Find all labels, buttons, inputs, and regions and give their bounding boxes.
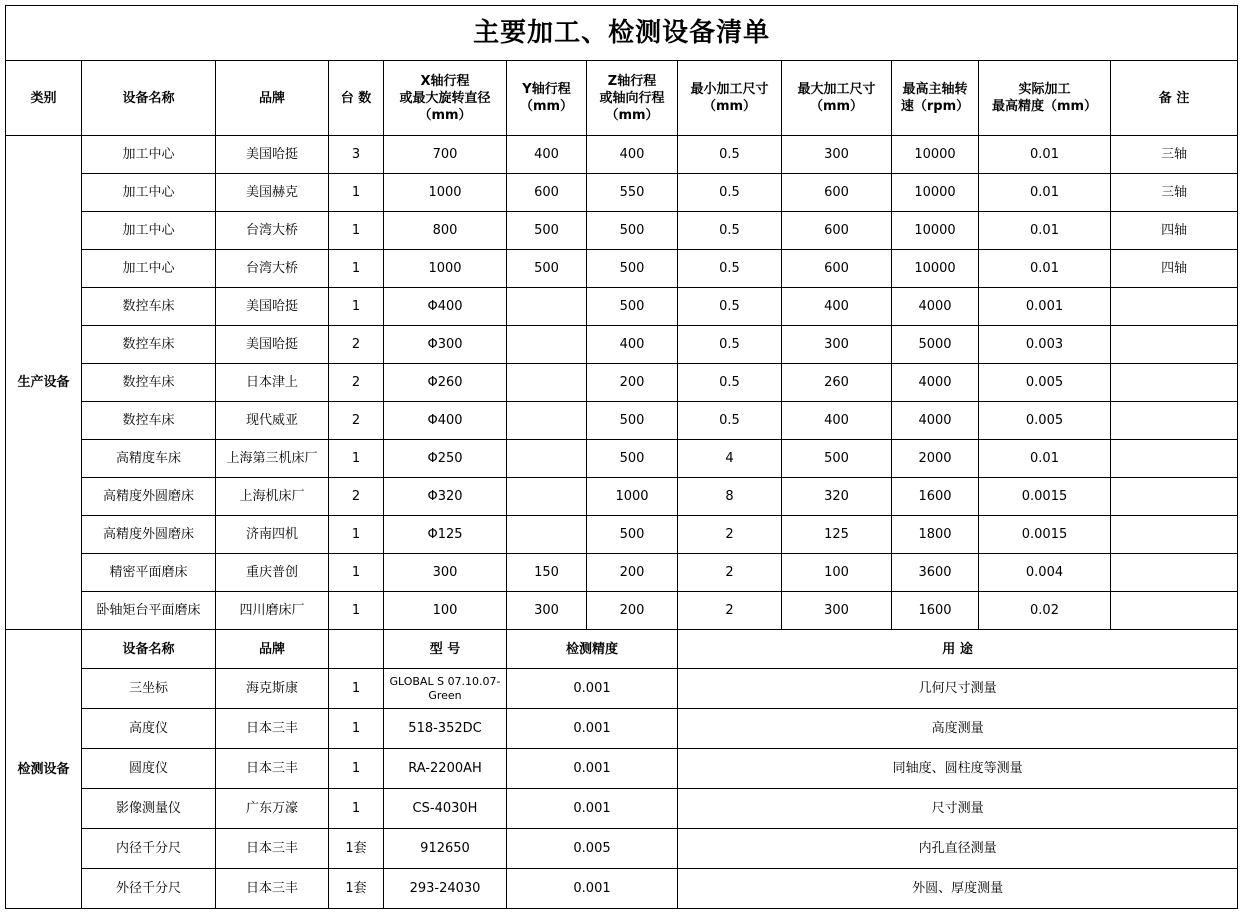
equipment-name: 三坐标 xyxy=(82,669,216,709)
quantity: 3 xyxy=(329,136,384,174)
note: 四轴 xyxy=(1111,212,1238,250)
header-max-line2: （mm） xyxy=(809,99,864,114)
equipment-name: 数控车床 xyxy=(82,288,216,326)
note xyxy=(1111,402,1238,440)
model-number: 518-352DC xyxy=(384,709,507,749)
header-max-line1: 最大加工尺寸 xyxy=(797,82,876,97)
precision: 0.001 xyxy=(979,288,1111,326)
header-qty: 台 数 xyxy=(329,61,384,136)
header-speed-line2: 速（rpm） xyxy=(900,99,970,114)
equipment-name: 数控车床 xyxy=(82,326,216,364)
inspection-accuracy: 0.001 xyxy=(507,869,678,909)
header-row xyxy=(6,61,1238,136)
x-travel: 1000 xyxy=(384,250,507,288)
note xyxy=(1111,288,1238,326)
min-size: 4 xyxy=(678,440,782,478)
brand: 台湾大桥 xyxy=(216,250,329,288)
note xyxy=(1111,478,1238,516)
quantity: 1 xyxy=(329,212,384,250)
brand: 美国哈挺 xyxy=(216,326,329,364)
x-travel: Φ400 xyxy=(384,288,507,326)
header-x-line2: 或最大旋转直径 xyxy=(399,90,491,106)
y-travel xyxy=(507,326,587,364)
max-size: 600 xyxy=(782,212,892,250)
equipment-name: 加工中心 xyxy=(82,250,216,288)
z-travel: 500 xyxy=(587,516,678,554)
header-spindle-speed xyxy=(892,61,979,136)
z-travel: 500 xyxy=(587,440,678,478)
precision: 0.01 xyxy=(979,174,1111,212)
equipment-name: 高精度外圆磨床 xyxy=(82,478,216,516)
model-number: CS-4030H xyxy=(384,789,507,829)
header-z-travel xyxy=(587,61,678,136)
equipment-name: 加工中心 xyxy=(82,174,216,212)
x-travel: Φ400 xyxy=(384,402,507,440)
usage: 几何尺寸测量 xyxy=(678,669,1238,709)
x-travel: Φ250 xyxy=(384,440,507,478)
production-row xyxy=(6,592,1238,630)
production-row xyxy=(6,478,1238,516)
equipment-name: 数控车床 xyxy=(82,402,216,440)
equipment-sheet xyxy=(5,5,1237,909)
max-size: 260 xyxy=(782,364,892,402)
quantity: 1 xyxy=(329,592,384,630)
brand: 日本三丰 xyxy=(216,749,329,789)
spindle-speed: 10000 xyxy=(892,212,979,250)
brand: 重庆普创 xyxy=(216,554,329,592)
max-size: 300 xyxy=(782,592,892,630)
inspection-row xyxy=(6,789,1238,829)
z-travel: 500 xyxy=(587,212,678,250)
quantity: 1 xyxy=(329,709,384,749)
production-row xyxy=(6,288,1238,326)
min-size: 2 xyxy=(678,516,782,554)
y-travel: 150 xyxy=(507,554,587,592)
header-name: 设备名称 xyxy=(82,61,216,136)
max-size: 100 xyxy=(782,554,892,592)
max-size: 600 xyxy=(782,174,892,212)
x-travel: 700 xyxy=(384,136,507,174)
header-y-line2: （mm） xyxy=(519,99,574,114)
max-size: 320 xyxy=(782,478,892,516)
precision: 0.005 xyxy=(979,364,1111,402)
min-size: 0.5 xyxy=(678,326,782,364)
precision: 0.01 xyxy=(979,440,1111,478)
equipment-name: 高精度外圆磨床 xyxy=(82,516,216,554)
spindle-speed: 4000 xyxy=(892,288,979,326)
note: 三轴 xyxy=(1111,136,1238,174)
category-production: 生产设备 xyxy=(6,136,82,630)
note xyxy=(1111,326,1238,364)
quantity: 1 xyxy=(329,250,384,288)
note xyxy=(1111,516,1238,554)
quantity: 1 xyxy=(329,749,384,789)
min-size: 0.5 xyxy=(678,136,782,174)
note: 四轴 xyxy=(1111,250,1238,288)
category-inspection: 检测设备 xyxy=(6,630,82,909)
max-size: 300 xyxy=(782,326,892,364)
inspection-accuracy: 0.001 xyxy=(507,789,678,829)
min-size: 2 xyxy=(678,554,782,592)
header-precision-line2: 最高精度（mm） xyxy=(991,99,1098,114)
note: 三轴 xyxy=(1111,174,1238,212)
quantity: 1套 xyxy=(329,869,384,909)
equipment-name: 数控车床 xyxy=(82,364,216,402)
equipment-name: 外径千分尺 xyxy=(82,869,216,909)
quantity: 1 xyxy=(329,554,384,592)
header-x-line1: X轴行程 xyxy=(420,73,470,89)
precision: 0.0015 xyxy=(979,516,1111,554)
spindle-speed: 1800 xyxy=(892,516,979,554)
quantity: 2 xyxy=(329,402,384,440)
min-size: 0.5 xyxy=(678,250,782,288)
equipment-name: 精密平面磨床 xyxy=(82,554,216,592)
y-travel xyxy=(507,440,587,478)
y-travel xyxy=(507,402,587,440)
header-z-line3: （mm） xyxy=(605,107,659,123)
header-z-line1: Z轴行程 xyxy=(607,73,657,89)
min-size: 0.5 xyxy=(678,174,782,212)
y-travel: 300 xyxy=(507,592,587,630)
brand: 美国赫克 xyxy=(216,174,329,212)
brand: 日本三丰 xyxy=(216,709,329,749)
header-y-line1: Y轴行程 xyxy=(522,82,571,97)
equipment-name: 内径千分尺 xyxy=(82,829,216,869)
min-size: 8 xyxy=(678,478,782,516)
max-size: 600 xyxy=(782,250,892,288)
usage: 同轴度、圆柱度等测量 xyxy=(678,749,1238,789)
spindle-speed: 2000 xyxy=(892,440,979,478)
page-title: 主要加工、检测设备清单 xyxy=(6,6,1238,61)
production-row xyxy=(6,440,1238,478)
x-travel: 300 xyxy=(384,554,507,592)
x-travel: Φ320 xyxy=(384,478,507,516)
equipment-name: 高度仪 xyxy=(82,709,216,749)
header-x-line3: （mm） xyxy=(418,107,472,123)
inspection-row xyxy=(6,869,1238,909)
quantity: 1 xyxy=(329,669,384,709)
inspection-header-name: 设备名称 xyxy=(82,630,216,669)
brand: 海克斯康 xyxy=(216,669,329,709)
inspection-row xyxy=(6,669,1238,709)
production-row xyxy=(6,136,1238,174)
z-travel: 1000 xyxy=(587,478,678,516)
y-travel: 500 xyxy=(507,212,587,250)
brand: 上海第三机床厂 xyxy=(216,440,329,478)
brand: 日本三丰 xyxy=(216,829,329,869)
z-travel: 500 xyxy=(587,402,678,440)
x-travel: Φ125 xyxy=(384,516,507,554)
precision: 0.02 xyxy=(979,592,1111,630)
quantity: 1 xyxy=(329,516,384,554)
min-size: 0.5 xyxy=(678,288,782,326)
inspection-header-row xyxy=(6,630,1238,669)
header-min-size xyxy=(678,61,782,136)
usage: 高度测量 xyxy=(678,709,1238,749)
max-size: 125 xyxy=(782,516,892,554)
usage: 内孔直径测量 xyxy=(678,829,1238,869)
header-precision xyxy=(979,61,1111,136)
precision: 0.01 xyxy=(979,250,1111,288)
inspection-header-brand: 品牌 xyxy=(216,630,329,669)
header-max-size xyxy=(782,61,892,136)
inspection-accuracy: 0.001 xyxy=(507,749,678,789)
note xyxy=(1111,440,1238,478)
quantity: 2 xyxy=(329,364,384,402)
equipment-name: 影像测量仪 xyxy=(82,789,216,829)
model-number: 912650 xyxy=(384,829,507,869)
max-size: 400 xyxy=(782,402,892,440)
z-travel: 500 xyxy=(587,250,678,288)
equipment-name: 高精度车床 xyxy=(82,440,216,478)
production-row xyxy=(6,326,1238,364)
production-row xyxy=(6,554,1238,592)
spindle-speed: 4000 xyxy=(892,402,979,440)
header-min-line2: （mm） xyxy=(702,99,757,114)
note xyxy=(1111,554,1238,592)
y-travel: 600 xyxy=(507,174,587,212)
inspection-header-accuracy: 检测精度 xyxy=(507,630,678,669)
inspection-row xyxy=(6,829,1238,869)
header-note: 备 注 xyxy=(1111,61,1238,136)
model-number: RA-2200AH xyxy=(384,749,507,789)
header-x-travel xyxy=(384,61,507,136)
quantity: 1 xyxy=(329,789,384,829)
equipment-name: 卧轴矩台平面磨床 xyxy=(82,592,216,630)
spindle-speed: 5000 xyxy=(892,326,979,364)
usage: 外圆、厚度测量 xyxy=(678,869,1238,909)
header-min-line1: 最小加工尺寸 xyxy=(690,82,769,97)
min-size: 0.5 xyxy=(678,402,782,440)
brand: 日本三丰 xyxy=(216,869,329,909)
spindle-speed: 1600 xyxy=(892,478,979,516)
header-z-line2: 或轴向行程 xyxy=(599,90,665,106)
y-travel xyxy=(507,478,587,516)
brand: 四川磨床厂 xyxy=(216,592,329,630)
precision: 0.0015 xyxy=(979,478,1111,516)
brand: 上海机床厂 xyxy=(216,478,329,516)
header-category: 类别 xyxy=(6,61,82,136)
spindle-speed: 10000 xyxy=(892,174,979,212)
header-speed-line1: 最高主轴转 xyxy=(902,82,968,97)
spindle-speed: 3600 xyxy=(892,554,979,592)
production-row xyxy=(6,174,1238,212)
inspection-accuracy: 0.001 xyxy=(507,709,678,749)
brand: 日本津上 xyxy=(216,364,329,402)
inspection-row xyxy=(6,749,1238,789)
min-size: 0.5 xyxy=(678,212,782,250)
quantity: 2 xyxy=(329,326,384,364)
spindle-speed: 4000 xyxy=(892,364,979,402)
z-travel: 400 xyxy=(587,136,678,174)
equipment-name: 圆度仪 xyxy=(82,749,216,789)
x-travel: 100 xyxy=(384,592,507,630)
x-travel: 800 xyxy=(384,212,507,250)
quantity: 2 xyxy=(329,478,384,516)
spindle-speed: 1600 xyxy=(892,592,979,630)
y-travel xyxy=(507,364,587,402)
brand: 美国哈挺 xyxy=(216,288,329,326)
brand: 广东万濠 xyxy=(216,789,329,829)
inspection-row xyxy=(6,709,1238,749)
inspection-header-model: 型 号 xyxy=(384,630,507,669)
production-row xyxy=(6,516,1238,554)
x-travel: Φ260 xyxy=(384,364,507,402)
note xyxy=(1111,592,1238,630)
production-row xyxy=(6,212,1238,250)
quantity: 1 xyxy=(329,440,384,478)
inspection-header-qty xyxy=(329,630,384,669)
min-size: 0.5 xyxy=(678,364,782,402)
z-travel: 200 xyxy=(587,364,678,402)
x-travel: Φ300 xyxy=(384,326,507,364)
z-travel: 500 xyxy=(587,288,678,326)
inspection-header-use: 用 途 xyxy=(678,630,1238,669)
brand: 济南四机 xyxy=(216,516,329,554)
spindle-speed: 10000 xyxy=(892,136,979,174)
y-travel xyxy=(507,516,587,554)
header-y-travel xyxy=(507,61,587,136)
x-travel: 1000 xyxy=(384,174,507,212)
model-number: 293-24030 xyxy=(384,869,507,909)
precision: 0.01 xyxy=(979,212,1111,250)
equipment-name: 加工中心 xyxy=(82,136,216,174)
min-size: 2 xyxy=(678,592,782,630)
precision: 0.003 xyxy=(979,326,1111,364)
z-travel: 200 xyxy=(587,554,678,592)
inspection-accuracy: 0.001 xyxy=(507,669,678,709)
z-travel: 200 xyxy=(587,592,678,630)
quantity: 1套 xyxy=(329,829,384,869)
usage: 尺寸测量 xyxy=(678,789,1238,829)
header-brand: 品牌 xyxy=(216,61,329,136)
precision: 0.005 xyxy=(979,402,1111,440)
brand: 台湾大桥 xyxy=(216,212,329,250)
production-row xyxy=(6,402,1238,440)
precision: 0.01 xyxy=(979,136,1111,174)
max-size: 500 xyxy=(782,440,892,478)
precision: 0.004 xyxy=(979,554,1111,592)
equipment-table xyxy=(5,5,1238,909)
max-size: 400 xyxy=(782,288,892,326)
y-travel: 500 xyxy=(507,250,587,288)
production-row xyxy=(6,250,1238,288)
y-travel: 400 xyxy=(507,136,587,174)
note xyxy=(1111,364,1238,402)
quantity: 1 xyxy=(329,174,384,212)
z-travel: 400 xyxy=(587,326,678,364)
brand: 现代威亚 xyxy=(216,402,329,440)
production-row xyxy=(6,364,1238,402)
max-size: 300 xyxy=(782,136,892,174)
z-travel: 550 xyxy=(587,174,678,212)
spindle-speed: 10000 xyxy=(892,250,979,288)
quantity: 1 xyxy=(329,288,384,326)
y-travel xyxy=(507,288,587,326)
equipment-name: 加工中心 xyxy=(82,212,216,250)
model-number: GLOBAL S 07.10.07-Green xyxy=(384,669,507,709)
brand: 美国哈挺 xyxy=(216,136,329,174)
inspection-accuracy: 0.005 xyxy=(507,829,678,869)
header-precision-line1: 实际加工 xyxy=(1018,82,1071,97)
